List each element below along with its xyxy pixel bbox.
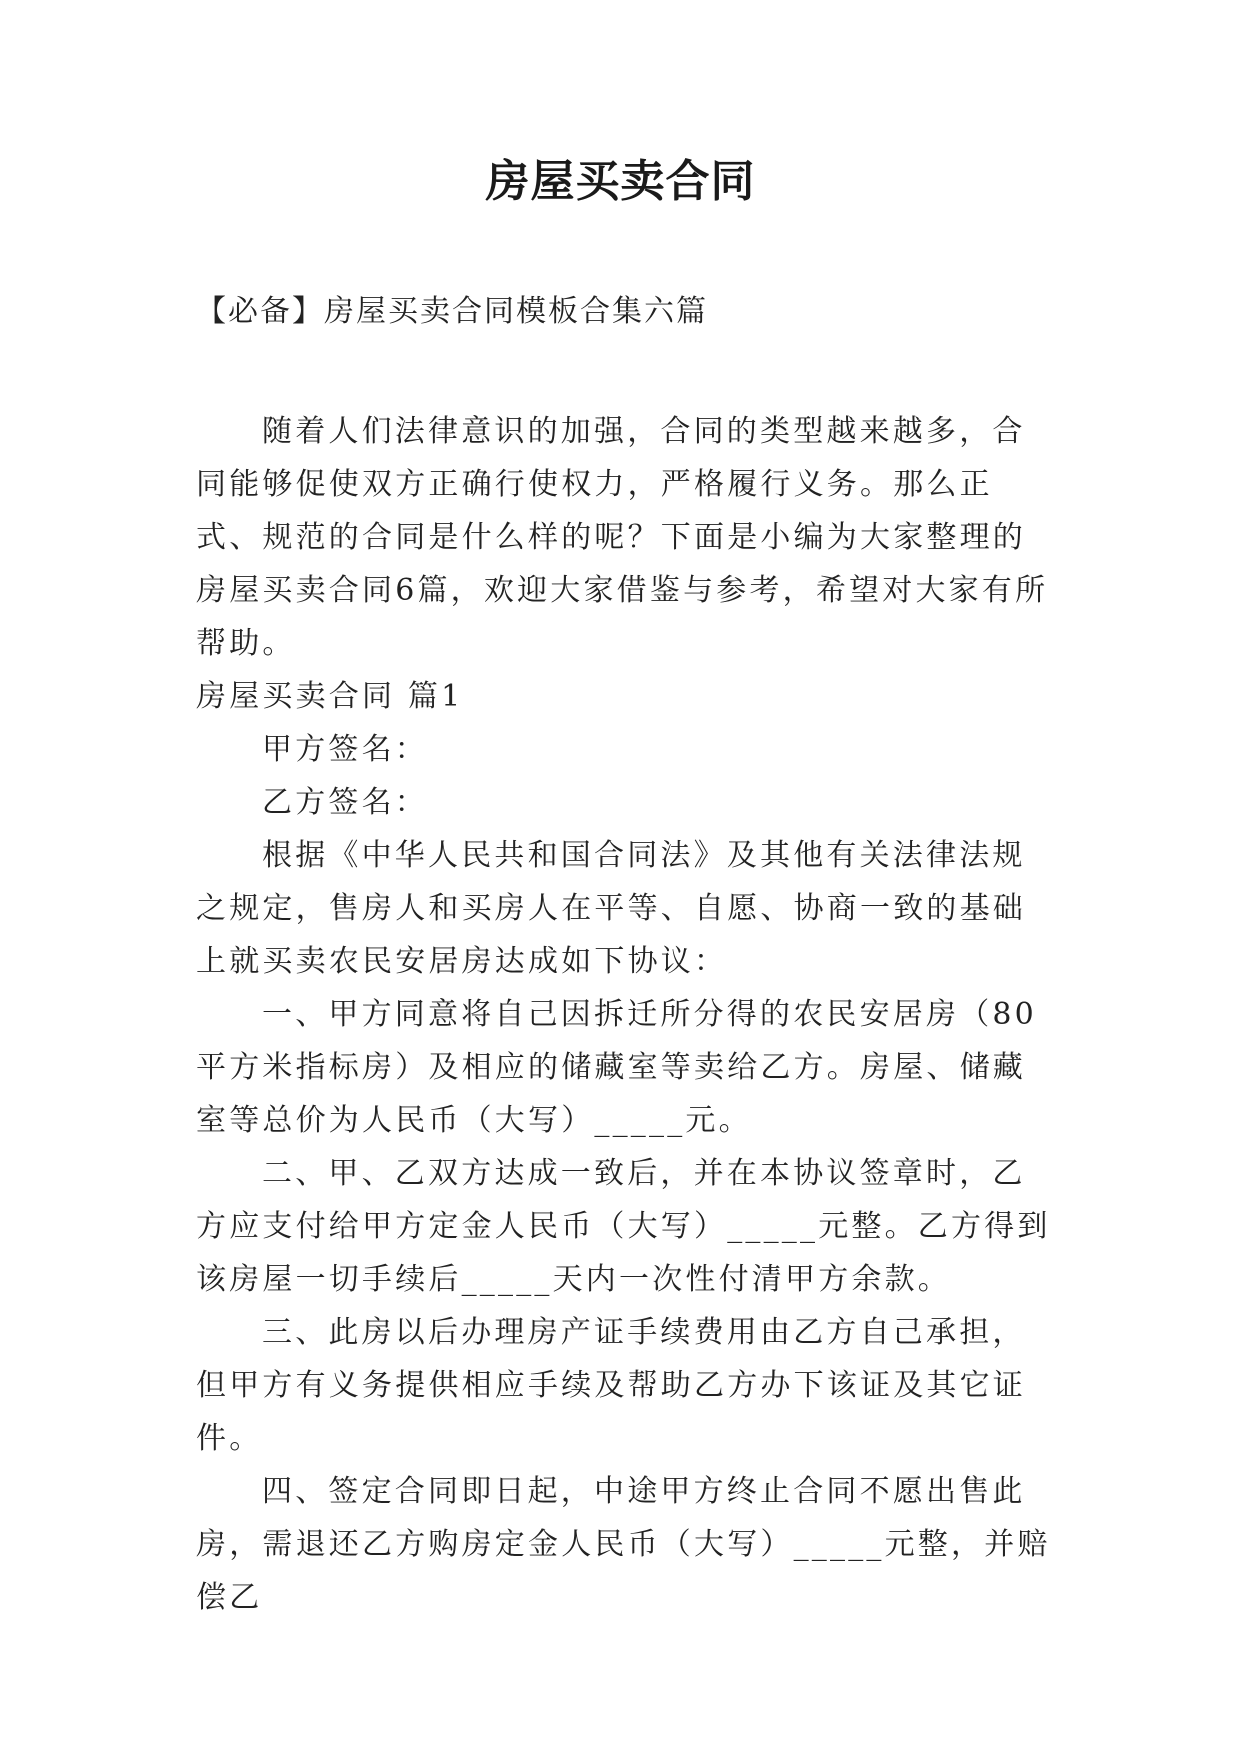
clause-4: 四、签定合同即日起，中途甲方终止合同不愿出售此房，需退还乙方购房定金人民币（大写）_____元整，并赔偿乙: [196, 1474, 1051, 1615]
document-subtitle: 【必备】房屋买卖合同模板合集六篇: [196, 294, 708, 329]
clause-2: 二、甲、乙双方达成一致后，并在本协议签章时，乙方应支付给甲方定金人民币（大写）_____元整。乙方得到该房屋一切手续后_____天内一次性付清甲方余款。: [196, 1156, 1051, 1297]
clause-3: 三、此房以后办理房产证手续费用由乙方自己承担，但甲方有义务提供相应手续及帮助乙方办下该证及其它证件。: [196, 1315, 1026, 1456]
document-title: 房屋买卖合同: [485, 156, 756, 207]
section-heading: 房屋买卖合同 篇1: [196, 679, 464, 714]
intro-paragraph: 随着人们法律意识的加强，合同的类型越来越多，合同能够促使双方正确行使权力，严格履行义务。那么正式、规范的合同是什么样的呢？下面是小编为大家整理的房屋买卖合同6篇，欢迎大家借鉴与参考，希望对大家有所帮助。: [196, 414, 1049, 661]
document-body: [196, 405, 1056, 1624]
party-b-signature-line: 乙方签名：: [262, 785, 428, 820]
clause-1: 一、甲方同意将自己因拆迁所分得的农民安居房（80平方米指标房）及相应的储藏室等卖给乙方。房屋、储藏室等总价为人民币（大写）_____元。: [196, 997, 1037, 1138]
legal-basis-paragraph: 根据《中华人民共和国合同法》及其他有关法律法规之规定，售房人和买房人在平等、自愿、协商一致的基础上就买卖农民安居房达成如下协议：: [196, 838, 1026, 979]
party-a-signature-line: 甲方签名：: [262, 732, 428, 767]
